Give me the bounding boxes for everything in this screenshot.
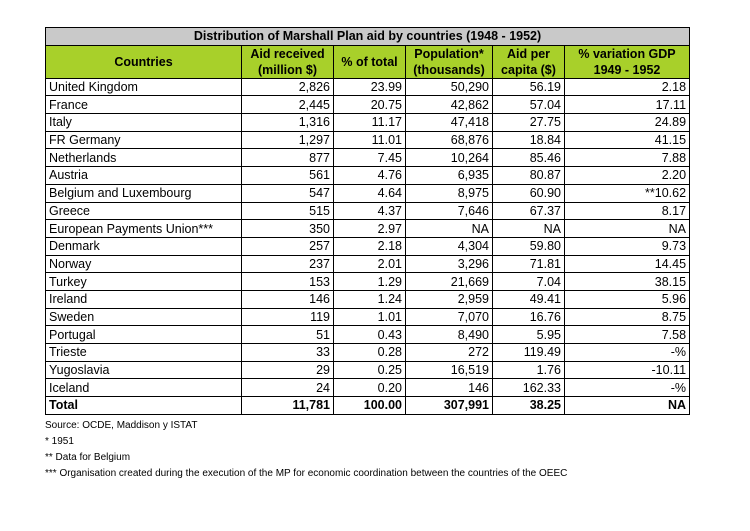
value-cell: 8.75 xyxy=(565,308,690,326)
country-cell: Austria xyxy=(46,167,242,185)
value-cell: 42,862 xyxy=(406,96,493,114)
value-cell: 1,297 xyxy=(242,131,334,149)
value-cell: NA xyxy=(565,397,690,415)
value-cell: 38.15 xyxy=(565,273,690,291)
header-line: Population* xyxy=(414,46,484,61)
value-cell: **10.62 xyxy=(565,184,690,202)
table-body xyxy=(46,78,690,414)
value-cell: 515 xyxy=(242,202,334,220)
value-cell: 2.20 xyxy=(565,167,690,185)
table-row xyxy=(46,96,690,114)
country-cell: Trieste xyxy=(46,344,242,362)
value-cell: 10,264 xyxy=(406,149,493,167)
country-cell: France xyxy=(46,96,242,114)
header-row xyxy=(46,45,690,78)
header-line: (thousands) xyxy=(413,62,485,77)
value-cell: -10.11 xyxy=(565,361,690,379)
value-cell: 1.01 xyxy=(334,308,406,326)
country-cell: Turkey xyxy=(46,273,242,291)
value-cell: 0.28 xyxy=(334,344,406,362)
value-cell: 20.75 xyxy=(334,96,406,114)
header-aid-received xyxy=(242,45,334,78)
value-cell: 27.75 xyxy=(493,114,565,132)
header-line: Aid received xyxy=(250,46,325,61)
value-cell: 7.88 xyxy=(565,149,690,167)
table-row xyxy=(46,361,690,379)
value-cell: 59.80 xyxy=(493,237,565,255)
value-cell: 4.64 xyxy=(334,184,406,202)
value-cell: 24 xyxy=(242,379,334,397)
header-line: 1949 - 1952 xyxy=(593,62,661,77)
value-cell: 50,290 xyxy=(406,78,493,96)
value-cell: 307,991 xyxy=(406,397,493,415)
table-row xyxy=(46,237,690,255)
table-row xyxy=(46,255,690,273)
value-cell: 8,975 xyxy=(406,184,493,202)
total-row xyxy=(46,397,690,415)
value-cell: 71.81 xyxy=(493,255,565,273)
value-cell: 146 xyxy=(242,290,334,308)
value-cell: 16.76 xyxy=(493,308,565,326)
header-pct-of-total xyxy=(334,45,406,78)
value-cell: 8,490 xyxy=(406,326,493,344)
header-countries xyxy=(46,45,242,78)
value-cell: 18.84 xyxy=(493,131,565,149)
value-cell: 1,316 xyxy=(242,114,334,132)
country-cell: Sweden xyxy=(46,308,242,326)
value-cell: 3,296 xyxy=(406,255,493,273)
marshall-plan-document xyxy=(45,27,690,484)
header-line: % variation GDP xyxy=(578,46,676,61)
value-cell: 153 xyxy=(242,273,334,291)
footnote: *** Organisation created during the execution of the MP for economic coordination between the countries of the OEEC xyxy=(45,467,568,479)
value-cell: 0.20 xyxy=(334,379,406,397)
value-cell: 7,070 xyxy=(406,308,493,326)
table-title-row xyxy=(46,28,690,46)
value-cell: NA xyxy=(565,220,690,238)
table-row xyxy=(46,167,690,185)
country-cell: Italy xyxy=(46,114,242,132)
value-cell: 85.46 xyxy=(493,149,565,167)
value-cell: 56.19 xyxy=(493,78,565,96)
value-cell: 350 xyxy=(242,220,334,238)
header-line: capita ($) xyxy=(501,62,556,77)
value-cell: 1.24 xyxy=(334,290,406,308)
country-cell: Norway xyxy=(46,255,242,273)
header-line: % of total xyxy=(341,54,398,69)
header-line: Aid per xyxy=(506,46,551,61)
table-row xyxy=(46,202,690,220)
value-cell: 67.37 xyxy=(493,202,565,220)
value-cell: 14.45 xyxy=(565,255,690,273)
value-cell: 561 xyxy=(242,167,334,185)
country-cell: Ireland xyxy=(46,290,242,308)
value-cell: -% xyxy=(565,344,690,362)
table-row xyxy=(46,78,690,96)
value-cell: 11,781 xyxy=(242,397,334,415)
value-cell: NA xyxy=(406,220,493,238)
value-cell: 11.17 xyxy=(334,114,406,132)
value-cell: 5.96 xyxy=(565,290,690,308)
value-cell: 272 xyxy=(406,344,493,362)
table-row xyxy=(46,131,690,149)
value-cell: 41.15 xyxy=(565,131,690,149)
value-cell: 9.73 xyxy=(565,237,690,255)
value-cell: 21,669 xyxy=(406,273,493,291)
header-aid-per-capita xyxy=(493,45,565,78)
value-cell: 237 xyxy=(242,255,334,273)
value-cell: 547 xyxy=(242,184,334,202)
country-cell: Denmark xyxy=(46,237,242,255)
table-row xyxy=(46,149,690,167)
value-cell: 6,935 xyxy=(406,167,493,185)
marshall-plan-table xyxy=(45,27,690,415)
value-cell: 11.01 xyxy=(334,131,406,149)
footnote: * 1951 xyxy=(45,435,74,447)
value-cell: 5.95 xyxy=(493,326,565,344)
value-cell: 877 xyxy=(242,149,334,167)
country-cell: FR Germany xyxy=(46,131,242,149)
country-cell: Belgium and Luxembourg xyxy=(46,184,242,202)
value-cell: 2,959 xyxy=(406,290,493,308)
country-cell: European Payments Union*** xyxy=(46,220,242,238)
value-cell: NA xyxy=(493,220,565,238)
header-line: Countries xyxy=(114,54,173,69)
value-cell: 146 xyxy=(406,379,493,397)
value-cell: 47,418 xyxy=(406,114,493,132)
footnotes xyxy=(45,420,690,480)
value-cell: 119 xyxy=(242,308,334,326)
value-cell: 4.76 xyxy=(334,167,406,185)
value-cell: 29 xyxy=(242,361,334,379)
footnote: ** Data for Belgium xyxy=(45,451,131,463)
value-cell: 38.25 xyxy=(493,397,565,415)
value-cell: 4.37 xyxy=(334,202,406,220)
value-cell: 7,646 xyxy=(406,202,493,220)
table-row xyxy=(46,220,690,238)
header-population xyxy=(406,45,493,78)
table-row xyxy=(46,273,690,291)
table-row xyxy=(46,290,690,308)
header-gdp-variation xyxy=(565,45,690,78)
value-cell: 2.01 xyxy=(334,255,406,273)
value-cell: 33 xyxy=(242,344,334,362)
table-row xyxy=(46,308,690,326)
value-cell: 0.25 xyxy=(334,361,406,379)
country-cell: United Kingdom xyxy=(46,78,242,96)
value-cell: 1.29 xyxy=(334,273,406,291)
value-cell: 7.45 xyxy=(334,149,406,167)
table-row xyxy=(46,184,690,202)
value-cell: -% xyxy=(565,379,690,397)
header-line: (million $) xyxy=(257,62,318,77)
value-cell: 4,304 xyxy=(406,237,493,255)
value-cell: 2.97 xyxy=(334,220,406,238)
value-cell: 0.43 xyxy=(334,326,406,344)
country-cell: Netherlands xyxy=(46,149,242,167)
value-cell: 1.76 xyxy=(493,361,565,379)
value-cell: 68,876 xyxy=(406,131,493,149)
value-cell: 119.49 xyxy=(493,344,565,362)
table-row xyxy=(46,344,690,362)
value-cell: 24.89 xyxy=(565,114,690,132)
value-cell: 57.04 xyxy=(493,96,565,114)
source-note: Source: OCDE, Maddison y ISTAT xyxy=(45,419,198,431)
value-cell: 49.41 xyxy=(493,290,565,308)
value-cell: 2,826 xyxy=(242,78,334,96)
table-row xyxy=(46,326,690,344)
value-cell: 2.18 xyxy=(565,78,690,96)
value-cell: 7.04 xyxy=(493,273,565,291)
value-cell: 100.00 xyxy=(334,397,406,415)
table-title: Distribution of Marshall Plan aid by countries (1948 - 1952) xyxy=(46,28,690,46)
value-cell: 60.90 xyxy=(493,184,565,202)
value-cell: 17.11 xyxy=(565,96,690,114)
value-cell: 257 xyxy=(242,237,334,255)
value-cell: 16,519 xyxy=(406,361,493,379)
value-cell: 8.17 xyxy=(565,202,690,220)
value-cell: 162.33 xyxy=(493,379,565,397)
country-cell: Portugal xyxy=(46,326,242,344)
value-cell: 2,445 xyxy=(242,96,334,114)
value-cell: 80.87 xyxy=(493,167,565,185)
value-cell: 23.99 xyxy=(334,78,406,96)
table-row xyxy=(46,379,690,397)
country-cell: Greece xyxy=(46,202,242,220)
country-cell: Yugoslavia xyxy=(46,361,242,379)
table-row xyxy=(46,114,690,132)
value-cell: 51 xyxy=(242,326,334,344)
country-cell: Total xyxy=(46,397,242,415)
country-cell: Iceland xyxy=(46,379,242,397)
value-cell: 2.18 xyxy=(334,237,406,255)
value-cell: 7.58 xyxy=(565,326,690,344)
